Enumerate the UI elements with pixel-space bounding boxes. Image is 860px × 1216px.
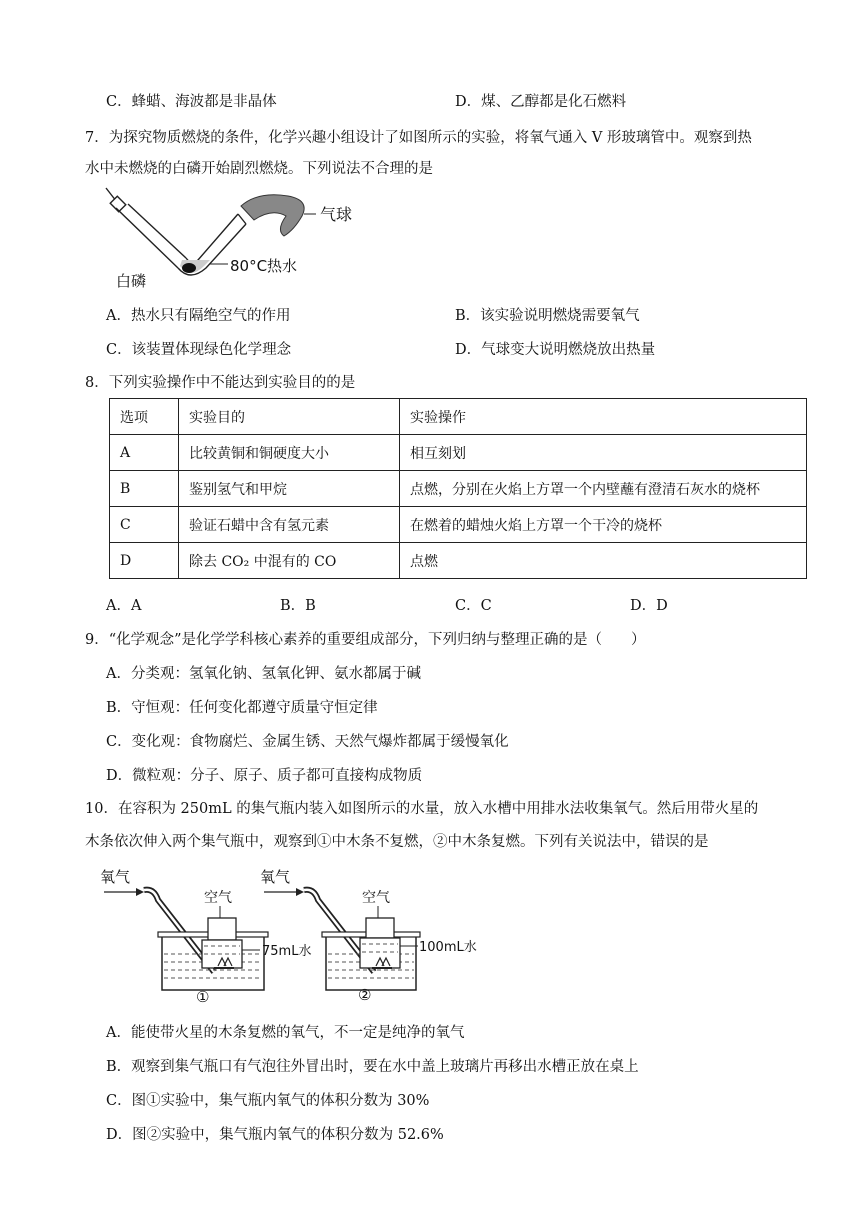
- q7-option-d: D．气球变大说明燃烧放出热量: [455, 342, 656, 358]
- q7-option-b: B．该实验说明燃烧需要氧气: [455, 308, 640, 324]
- q9-option-b: B．守恒观：任何变化都遵守质量守恒定律: [106, 700, 378, 716]
- q7-label-phosphorus: 白磷: [116, 272, 147, 290]
- q10-fig1-oxygen-label: 氧气: [100, 868, 131, 886]
- q10-option-d: D．图②实验中，集气瓶内氧气的体积分数为 52.6%: [106, 1127, 444, 1143]
- q9-option-a: A．分类观：氢氧化钠、氢氧化钾、氨水都属于碱: [106, 666, 421, 682]
- q10-fig1-water-label: 75mL水: [262, 944, 312, 959]
- header-option: 选项: [110, 399, 179, 435]
- q10-fig2-water-label: 100mL水: [419, 940, 477, 955]
- cell-purpose: 鉴别氢气和甲烷: [179, 471, 400, 507]
- q10-fig1-air-label: 空气: [204, 890, 232, 906]
- q7-label-water: 80°C热水: [230, 257, 298, 275]
- q10-apparatus-1: [100, 868, 311, 1006]
- q9-stem: 9．“化学观念”是化学学科核心素养的重要组成部分，下列归纳与整理正确的是（ ）: [85, 632, 646, 648]
- q8-option-d: D．D: [630, 598, 668, 614]
- q7-stem-line2: 水中未燃烧的白磷开始剧烈燃烧。下列说法不合理的是: [85, 161, 433, 177]
- q10-option-c: C．图①实验中，集气瓶内氧气的体积分数为 30%: [106, 1093, 430, 1109]
- cell-operation: 相互刻划: [400, 435, 807, 471]
- q10-option-a: A．能使带火星的木条复燃的氧气，不一定是纯净的氧气: [106, 1025, 465, 1041]
- cell-operation: 点燃，分别在火焰上方罩一个内壁蘸有澄清石灰水的烧杯: [400, 471, 807, 507]
- table-row: [110, 543, 807, 579]
- cell-purpose: 验证石蜡中含有氢元素: [179, 507, 400, 543]
- cell-operation: 点燃: [400, 543, 807, 579]
- q7-stem-line1: 7．为探究物质燃烧的条件，化学兴趣小组设计了如图所示的实验，将氧气通入 V 形玻璃管中。观察到热: [85, 130, 752, 146]
- q10-gas-collection-figure: [100, 866, 490, 1006]
- q10-fig2-oxygen-label: 氧气: [260, 868, 291, 886]
- q10-fig1-number: ①: [196, 988, 210, 1006]
- cell-option: B: [110, 471, 179, 507]
- q10-apparatus-2: [260, 868, 477, 1004]
- q9-option-c: C．变化观：食物腐烂、金属生锈、天然气爆炸都属于缓慢氧化: [106, 734, 509, 750]
- table-row: [110, 471, 807, 507]
- q6-option-c: C．蜂蜡、海波都是非晶体: [106, 94, 277, 110]
- q7-label-balloon: 气球: [320, 205, 353, 224]
- cell-operation: 在燃着的蜡烛火焰上方罩一个干冷的烧杯: [400, 507, 807, 543]
- q8-stem: 8．下列实验操作中不能达到实验目的的是: [85, 375, 356, 391]
- q8-table: [109, 398, 807, 579]
- header-purpose: 实验目的: [179, 399, 400, 435]
- cell-purpose: 除去 CO₂ 中混有的 CO: [179, 543, 400, 579]
- cell-option: A: [110, 435, 179, 471]
- cell-option: C: [110, 507, 179, 543]
- header-operation: 实验操作: [400, 399, 807, 435]
- table-row: [110, 435, 807, 471]
- q8-option-a: A．A: [106, 598, 142, 614]
- table-header-row: [110, 399, 807, 435]
- q10-fig2-air-label: 空气: [362, 890, 390, 906]
- table-row: [110, 507, 807, 543]
- q6-option-d: D．煤、乙醇都是化石燃料: [455, 94, 627, 110]
- cell-option: D: [110, 543, 179, 579]
- q10-stem-line2: 木条依次伸入两个集气瓶中，观察到①中木条不复燃，②中木条复燃。下列有关说法中，错误的是: [85, 834, 709, 850]
- q10-option-b: B．观察到集气瓶口有气泡往外冒出时，要在水中盖上玻璃片再移出水槽正放在桌上: [106, 1059, 639, 1075]
- q10-stem-line1: 10．在容积为 250mL 的集气瓶内装入如图所示的水量，放入水槽中用排水法收集氧气。然后用带火星的: [85, 801, 759, 817]
- q7-v-tube-figure: [98, 186, 368, 290]
- cell-purpose: 比较黄铜和铜硬度大小: [179, 435, 400, 471]
- q9-option-d: D．微粒观：分子、原子、质子都可直接构成物质: [106, 768, 423, 784]
- q8-option-c: C．C: [455, 598, 492, 614]
- q7-option-a: A．热水只有隔绝空气的作用: [106, 308, 291, 324]
- q10-fig2-number: ②: [358, 986, 372, 1004]
- q7-option-c: C．该装置体现绿色化学理念: [106, 342, 292, 358]
- q8-option-b: B．B: [280, 598, 316, 614]
